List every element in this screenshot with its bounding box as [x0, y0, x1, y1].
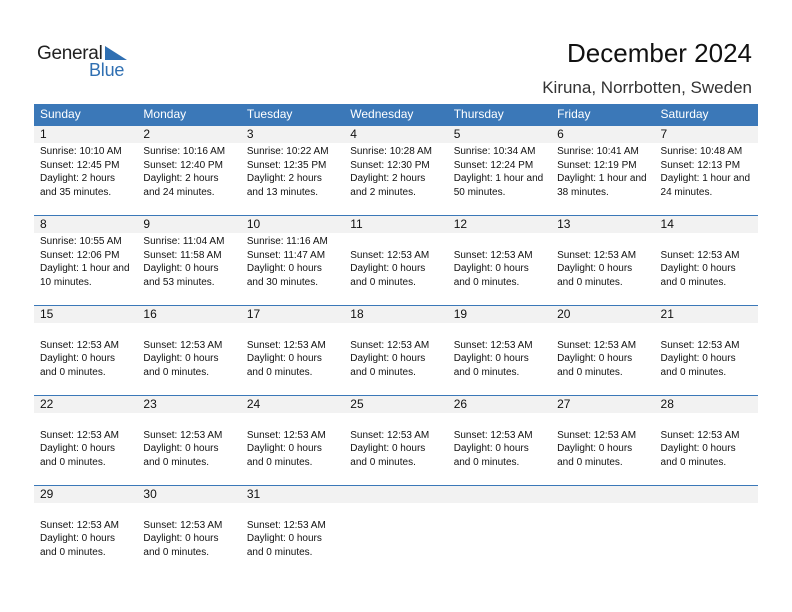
daylight-text: and 0 minutes. [40, 546, 106, 558]
daylight-text: 10 minutes. [40, 276, 92, 288]
day-cell [344, 143, 447, 213]
sunset-text: Sunset: 12:53 AM [143, 339, 223, 351]
daylight-text: and 0 minutes. [246, 456, 313, 468]
sunset-text: Sunset: 12:53 AM [40, 519, 119, 531]
sunrise-text: Sunrise: 10:10 AM [40, 146, 122, 157]
sunset-text: Sunset: 12:53 AM [660, 339, 740, 351]
daylight-text: Daylight: 0 hours [246, 353, 322, 364]
daylight-text: and 0 minutes. [660, 276, 727, 288]
day-cell [551, 143, 654, 213]
daylight-text: and 53 minutes. [143, 276, 215, 288]
sunrise-text: Sunrise: 10:55 AM [40, 236, 122, 247]
day-cell [137, 413, 240, 483]
sunrise-text: Sunrise: 10:16 AM [143, 146, 226, 157]
weekday-header [34, 104, 758, 125]
daylight-text: and 0 minutes. [350, 366, 416, 378]
day-cell [34, 143, 137, 213]
daylight-text: Daylight: 0 hours [40, 443, 116, 454]
daylight-text: Daylight: 0 hours [143, 263, 219, 274]
daylight-text: Daylight: 2 hours [350, 173, 426, 184]
sunrise-text [454, 325, 551, 339]
daylight-text: 24 minutes. [660, 186, 713, 198]
day-number: 8 [40, 217, 47, 231]
day-cells [34, 233, 758, 303]
sunset-text: Sunset: 11:47 AM [246, 249, 326, 261]
sunset-text: Sunset: 12:40 PM [143, 159, 223, 171]
sunrise-text: Sunrise: 10:28 AM [350, 146, 432, 157]
sunset-text: Sunset: 12:53 AM [40, 339, 119, 351]
logo [37, 42, 147, 82]
daylight-text: Daylight: 1 hour and [557, 173, 647, 184]
weekday-sunday: Sunday [40, 107, 81, 121]
day-cell [137, 323, 240, 393]
daylight-text: Daylight: 0 hours [246, 533, 322, 544]
daylight-text: and 30 minutes. [246, 276, 319, 288]
sunrise-text [557, 235, 654, 249]
daylight-text: Daylight: 0 hours [660, 263, 736, 274]
day-number: 9 [143, 217, 151, 231]
weekday-wednesday: Wednesday [350, 107, 414, 121]
sunrise-text [557, 325, 654, 339]
day-number: 21 [660, 307, 674, 321]
weeks-container [34, 125, 758, 575]
sunrise-text [40, 415, 137, 429]
day-cell [448, 233, 551, 303]
day-number: 17 [246, 307, 261, 321]
day-cell [241, 323, 344, 393]
sunrise-text [40, 505, 137, 519]
sunset-text: Sunset: 12:19 PM [557, 159, 637, 171]
calendar-grid [34, 104, 758, 575]
daylight-text: Daylight: 0 hours [143, 533, 219, 544]
daylight-text: Daylight: 0 hours [40, 533, 116, 544]
day-cell [344, 323, 447, 393]
day-cell [344, 413, 447, 483]
day-number: 12 [453, 217, 468, 231]
day-cell [448, 323, 551, 393]
sunrise-text [143, 415, 240, 429]
daylight-text: and 35 minutes. [40, 186, 112, 198]
sunset-text: Sunset: 12:53 AM [660, 429, 740, 441]
sunset-text: Sunset: 12:45 PM [40, 159, 120, 171]
weekday-friday: Friday [557, 107, 591, 121]
daylight-text: Daylight: 0 hours [557, 353, 633, 364]
sunrise-text [661, 235, 758, 249]
day-cell [448, 503, 551, 573]
day-cell [551, 503, 654, 573]
sunset-text: Sunset: 11:58 AM [143, 249, 222, 261]
day-number: 5 [453, 127, 461, 141]
day-number [448, 486, 551, 503]
week-row [34, 395, 758, 485]
page-title: December 2024 [567, 38, 752, 68]
daylight-text: Daylight: 2 hours [40, 173, 116, 184]
sunrise-text [661, 325, 758, 339]
daylight-text: Daylight: 1 hour and [453, 173, 544, 184]
sunrise-text [40, 325, 137, 339]
sunrise-text: Sunrise: 11:16 AM [246, 236, 328, 247]
day-cell [655, 413, 758, 483]
sunrise-text [350, 415, 447, 429]
daylight-text: and 0 minutes. [143, 366, 210, 378]
day-cell [241, 233, 344, 303]
day-number: 29 [40, 487, 54, 501]
sunset-text: Sunset: 12:53 AM [557, 249, 637, 261]
sunrise-text [454, 235, 551, 249]
daylight-text: and 0 minutes. [453, 456, 520, 468]
day-cell [551, 323, 654, 393]
day-cell [241, 143, 344, 213]
weekday-tuesday: Tuesday [246, 107, 293, 121]
daylight-text: and 0 minutes. [557, 276, 623, 288]
sunrise-text [661, 415, 758, 429]
daylight-text: Daylight: 0 hours [143, 353, 219, 364]
sunset-text: Sunset: 12:06 PM [40, 249, 120, 261]
day-number: 14 [660, 217, 674, 231]
day-number: 22 [40, 397, 54, 411]
day-cell [551, 413, 654, 483]
day-number: 6 [557, 127, 564, 141]
sunset-text: Sunset: 12:53 AM [557, 339, 637, 351]
day-number [551, 486, 654, 503]
daylight-text: Daylight: 0 hours [453, 443, 529, 454]
day-number: 15 [40, 307, 54, 321]
day-cell [137, 143, 240, 213]
day-number: 28 [660, 397, 674, 411]
sunrise-text: Sunrise: 10:22 AM [246, 146, 329, 157]
daylight-text: Daylight: 0 hours [350, 353, 426, 364]
daylight-text: and 0 minutes. [246, 366, 313, 378]
day-number-band [34, 306, 758, 323]
weekday-thursday: Thursday [453, 107, 504, 121]
daylight-text: Daylight: 0 hours [246, 263, 322, 274]
sunrise-text: Sunrise: 10:48 AM [660, 146, 743, 157]
sunset-text: Sunset: 12:53 AM [453, 339, 533, 351]
sunrise-text: Sunrise: 10:41 AM [557, 146, 639, 157]
day-number: 3 [246, 127, 254, 141]
day-number-band [34, 486, 758, 503]
day-number: 30 [143, 487, 157, 501]
day-cell [448, 143, 551, 213]
day-cell [655, 323, 758, 393]
day-number-band [34, 126, 758, 143]
day-cell [34, 323, 137, 393]
day-cells [34, 323, 758, 393]
day-number: 31 [246, 487, 261, 501]
day-number: 11 [350, 217, 363, 231]
daylight-text: Daylight: 0 hours [350, 263, 426, 274]
daylight-text: Daylight: 0 hours [350, 443, 426, 454]
day-number: 25 [350, 397, 364, 411]
sunrise-text [454, 415, 551, 429]
daylight-text: Daylight: 0 hours [453, 263, 529, 274]
sunset-text: Sunset: 12:35 PM [246, 159, 327, 171]
day-cell [137, 503, 240, 573]
day-number-band [34, 396, 758, 413]
daylight-text: Daylight: 0 hours [660, 443, 736, 454]
day-number: 4 [350, 127, 357, 141]
sunrise-text: Sunrise: 10:34 AM [453, 146, 536, 157]
daylight-text: and 0 minutes. [557, 366, 623, 378]
day-cell [34, 503, 137, 573]
sunset-text: Sunset: 12:53 AM [453, 249, 533, 261]
sunrise-text [247, 505, 344, 519]
daylight-text: Daylight: 1 hour and [660, 173, 751, 184]
daylight-text: and 0 minutes. [350, 456, 416, 468]
day-number: 7 [660, 127, 668, 141]
daylight-text: and 0 minutes. [40, 456, 106, 468]
day-cell [655, 503, 758, 573]
sunset-text: Sunset: 12:53 AM [660, 249, 740, 261]
daylight-text: and 0 minutes. [246, 546, 313, 558]
sunrise-text [247, 325, 344, 339]
day-cells [34, 143, 758, 213]
day-number: 2 [143, 127, 151, 141]
sunrise-text [350, 235, 447, 249]
day-cell [344, 233, 447, 303]
logo-triangle-icon [105, 46, 127, 60]
week-row [34, 125, 758, 215]
daylight-text: and 0 minutes. [557, 456, 623, 468]
daylight-text: Daylight: 0 hours [143, 443, 219, 454]
sunrise-text [350, 325, 447, 339]
daylight-text: 50 minutes. [453, 186, 506, 198]
daylight-text: Daylight: 0 hours [453, 353, 529, 364]
daylight-text: and 0 minutes. [453, 366, 520, 378]
logo-text-blue: Blue [89, 60, 125, 80]
sunrise-text [247, 415, 344, 429]
sunset-text: Sunset: 12:13 PM [660, 159, 741, 171]
daylight-text: and 13 minutes. [246, 186, 319, 198]
sunset-text: Sunset: 12:53 AM [246, 429, 326, 441]
day-cell [448, 413, 551, 483]
daylight-text: Daylight: 1 hour and [40, 263, 130, 274]
daylight-text: and 0 minutes. [350, 276, 416, 288]
daylight-text: Daylight: 0 hours [660, 353, 736, 364]
daylight-text: Daylight: 0 hours [557, 443, 633, 454]
sunset-text: Sunset: 12:53 AM [246, 519, 326, 531]
daylight-text: Daylight: 0 hours [246, 443, 322, 454]
logo-text-general: General [37, 43, 103, 64]
day-number: 18 [350, 307, 364, 321]
daylight-text: and 0 minutes. [453, 276, 520, 288]
sunset-text: Sunset: 12:53 AM [350, 339, 430, 351]
day-cell [344, 503, 447, 573]
sunset-text: Sunset: 12:53 AM [350, 249, 430, 261]
location-subtitle: Kiruna, Norrbotten, Sweden [542, 78, 752, 97]
weekday-saturday: Saturday [660, 107, 709, 121]
week-row [34, 215, 758, 305]
day-number: 13 [557, 217, 571, 231]
day-cell [34, 233, 137, 303]
daylight-text: Daylight: 0 hours [557, 263, 633, 274]
day-number: 26 [453, 397, 468, 411]
daylight-text: Daylight: 2 hours [246, 173, 322, 184]
sunrise-text [557, 415, 654, 429]
daylight-text: 38 minutes. [557, 186, 609, 198]
day-cell [241, 413, 344, 483]
day-cell [137, 233, 240, 303]
day-cell [241, 503, 344, 573]
daylight-text: and 0 minutes. [660, 366, 727, 378]
daylight-text: Daylight: 2 hours [143, 173, 219, 184]
day-number-band [34, 216, 758, 233]
day-number [655, 486, 758, 503]
sunset-text: Sunset: 12:53 AM [350, 429, 430, 441]
daylight-text: and 0 minutes. [660, 456, 727, 468]
day-number: 10 [246, 217, 261, 231]
week-row [34, 305, 758, 395]
day-number: 16 [143, 307, 157, 321]
sunset-text: Sunset: 12:53 AM [40, 429, 119, 441]
week-row [34, 485, 758, 575]
sunrise-text [143, 505, 240, 519]
day-number: 20 [557, 307, 571, 321]
daylight-text: and 0 minutes. [40, 366, 106, 378]
daylight-text: and 2 minutes. [350, 186, 416, 198]
sunset-text: Sunset: 12:30 PM [350, 159, 430, 171]
sunset-text: Sunset: 12:53 AM [453, 429, 533, 441]
sunset-text: Sunset: 12:53 AM [246, 339, 326, 351]
daylight-text: and 0 minutes. [143, 456, 210, 468]
day-number: 23 [143, 397, 157, 411]
day-number: 1 [40, 127, 47, 141]
day-number: 24 [246, 397, 261, 411]
daylight-text: Daylight: 0 hours [40, 353, 116, 364]
sunset-text: Sunset: 12:53 AM [143, 429, 223, 441]
sunset-text: Sunset: 12:53 AM [557, 429, 637, 441]
day-cell [34, 413, 137, 483]
weekday-monday: Monday [143, 107, 187, 121]
sunset-text: Sunset: 12:24 PM [453, 159, 534, 171]
day-number: 27 [557, 397, 571, 411]
day-cells [34, 503, 758, 573]
day-cells [34, 413, 758, 483]
sunset-text: Sunset: 12:53 AM [143, 519, 223, 531]
sunrise-text [143, 325, 240, 339]
day-cell [655, 233, 758, 303]
day-number [344, 486, 447, 503]
day-number: 19 [453, 307, 468, 321]
daylight-text: and 0 minutes. [143, 546, 210, 558]
daylight-text: and 24 minutes. [143, 186, 215, 198]
day-cell [551, 233, 654, 303]
sunrise-text: Sunrise: 11:04 AM [143, 236, 225, 247]
day-cell [655, 143, 758, 213]
